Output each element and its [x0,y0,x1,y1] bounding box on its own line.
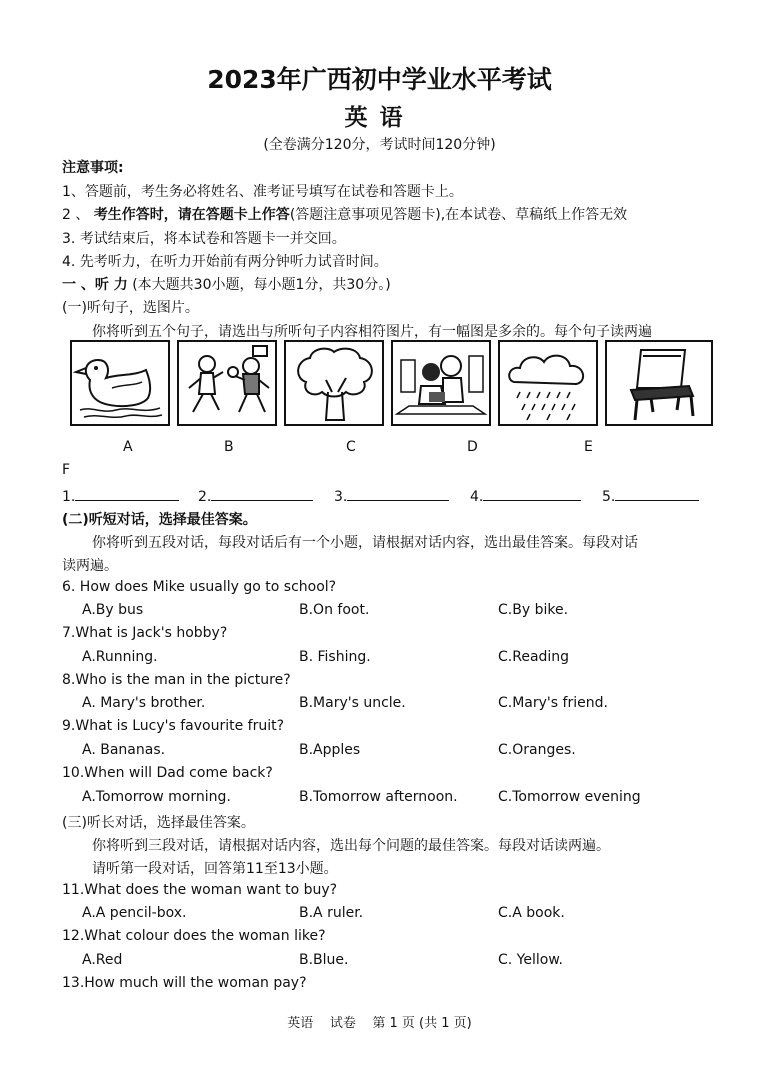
question-6: 6. How does Mike usually go to school? [62,579,337,595]
exam-note: (全卷满分120分，考试时间120分钟) [263,137,496,153]
q12-option-b[interactable]: B.Blue. [299,952,349,968]
blank-line-1[interactable] [75,486,179,501]
children-reading-icon [393,342,489,424]
picture-label-e: E [584,439,593,455]
tree-icon [286,342,382,424]
section2-heading: (二)听短对话，选择最佳答案。 [62,512,257,528]
section2-directions-1: 你将听到五段对话，每段对话后有一个小题，请根据对话内容，选出最佳答案。每段对话 [92,535,638,551]
section2-directions-2: 读两遍。 [62,558,118,574]
instructions-heading: 注意事项: [62,160,124,176]
question-12: 12.What colour does the woman like? [62,928,326,944]
blank-number-5: 5. [602,489,616,505]
q11-option-c[interactable]: C.A book. [498,905,565,921]
footer-subject: 英语 [287,1016,314,1031]
picture-label-a: A [123,439,133,455]
question-8: 8.Who is the man in the picture? [62,672,291,688]
picture-f [605,340,713,426]
picture-d [391,340,491,426]
instruction-4: 4. 先考听力，在听力开始前有两分钟听力试音时间。 [62,254,388,270]
q9-option-c[interactable]: C.Oranges. [498,742,576,758]
picture-e [498,340,598,426]
blank-number-2: 2. [198,489,212,505]
answer-blank-3 [334,486,449,505]
blank-number-1: 1. [62,489,76,505]
q6-option-b[interactable]: B.On foot. [299,602,370,618]
picture-a [70,340,170,426]
answer-blank-5 [602,486,699,505]
answer-blank-1 [62,486,179,505]
q6-option-c[interactable]: C.By bike. [498,602,569,618]
q9-option-a[interactable]: A. Bananas. [82,742,166,758]
children-soccer-icon [179,342,275,424]
exam-title: 2023年广西初中学业水平考试 [207,65,552,94]
picture-label-f: F [62,462,71,478]
q7-option-b[interactable]: B. Fishing. [299,649,371,665]
part1-heading-rest: (本大题共30小题，每小题1分，共30分。) [132,277,391,293]
q9-option-b[interactable]: B.Apples [299,742,361,758]
instruction-1: 1、答题前，考生务必将姓名、准考证号填写在试卷和答题卡上。 [62,184,463,200]
rain-cloud-icon [500,342,596,424]
q11-option-a[interactable]: A.A pencil-box. [82,905,187,921]
section3-directions: 你将听到三段对话，请根据对话内容，选出每个问题的最佳答案。每段对话读两遍。 [92,838,610,854]
q7-option-c[interactable]: C.Reading [498,649,570,665]
q10-option-c[interactable]: C.Tomorrow evening [498,789,641,805]
q10-option-a[interactable]: A.Tomorrow morning. [82,789,231,805]
q12-option-a[interactable]: A.Red [82,952,123,968]
part1-heading-bold: 一 、听 力 [62,277,128,293]
section3-heading: (三)听长对话，选择最佳答案。 [62,815,255,831]
picture-b [177,340,277,426]
section1-heading: (一)听句子，选图片。 [62,300,199,316]
q6-option-a[interactable]: A.By bus [82,602,144,618]
instruction-2-rest: (答题注意事项见答题卡),在本试卷、草稿纸上作答无效 [289,207,628,223]
question-10: 10.When will Dad come back? [62,765,273,781]
chair-icon [607,342,711,424]
q8-option-a[interactable]: A. Mary's brother. [82,695,206,711]
q8-option-b[interactable]: B.Mary's uncle. [299,695,406,711]
section3-sub-directions: 请听第一段对话，回答第11至13小题。 [92,861,338,877]
footer-page: 第 1 页 (共 1 页) [372,1016,472,1031]
blank-line-3[interactable] [347,486,449,501]
answer-blank-4 [470,486,581,505]
blank-number-4: 4. [470,489,484,505]
q7-option-a[interactable]: A.Running. [82,649,158,665]
part1-heading [62,274,391,294]
answer-blank-2 [198,486,313,505]
instruction-2 [62,204,627,224]
subject-title: 英语 [344,105,415,131]
picture-label-c: C [346,439,356,455]
q10-option-b[interactable]: B.Tomorrow afternoon. [299,789,458,805]
instruction-2-prefix: 2 、 [62,207,90,223]
footer-paper: 试卷 [329,1016,356,1031]
question-7: 7.What is Jack's hobby? [62,625,228,641]
blank-number-3: 3. [334,489,348,505]
instruction-3: 3. 考试结束后，将本试卷和答题卡一并交回。 [62,231,346,247]
q8-option-c[interactable]: C.Mary's friend. [498,695,608,711]
section1-directions: 你将听到五个句子，请选出与所听句子内容相符图片，有一幅图是多余的。每个句子读两遍 [92,324,652,340]
picture-label-d: D [467,439,478,455]
blank-line-2[interactable] [211,486,313,501]
picture-label-b: B [224,439,234,455]
question-13: 13.How much will the woman pay? [62,975,307,991]
picture-c [284,340,384,426]
duck-icon [72,342,168,424]
blank-line-4[interactable] [483,486,581,501]
q11-option-b[interactable]: B.A ruler. [299,905,364,921]
page-footer [0,1012,759,1031]
q12-option-c[interactable]: C. Yellow. [498,952,563,968]
blank-line-5[interactable] [615,486,699,501]
question-9: 9.What is Lucy's favourite fruit? [62,718,285,734]
picture-row [70,340,714,428]
question-11: 11.What does the woman want to buy? [62,882,338,898]
instruction-2-bold: 考生作答时，请在答题卡上作答 [93,207,290,223]
